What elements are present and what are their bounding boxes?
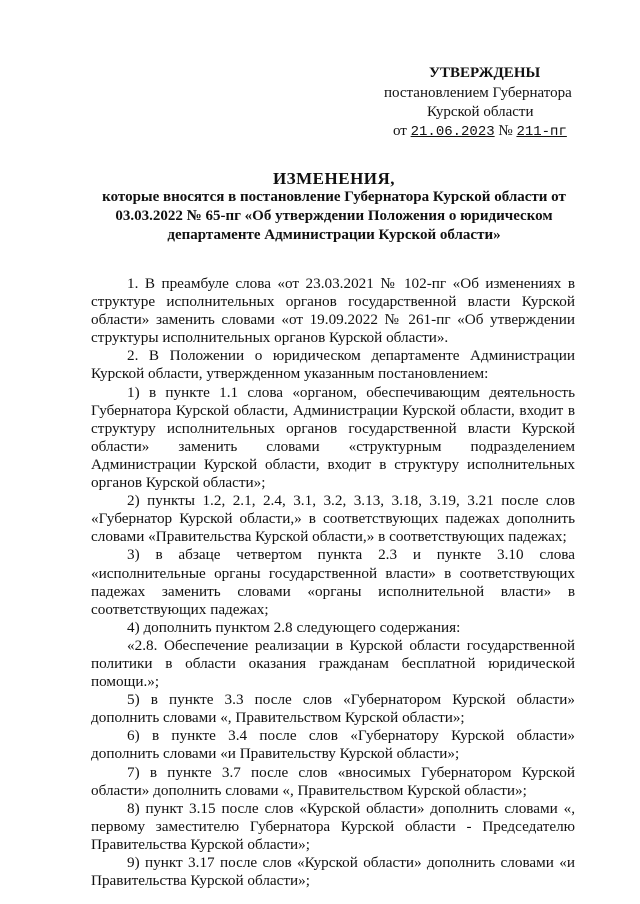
approval-title: УТВЕРЖДЕНЫ <box>429 65 541 81</box>
approval-number: 211-пг <box>516 124 567 140</box>
document-subtitle: которые вносятся в постановление Губернатора Курской области от 03.03.2022 № 65-пг «Об утверждении Положения о юридическом департаменте Администрации Курской области» <box>102 189 566 243</box>
approval-date: 21.06.2023 <box>410 124 495 140</box>
approval-date-line <box>393 122 567 142</box>
paragraph: «2.8. Обеспечение реализации в Курской области государственной политики в области оказания гражданам бесплатной юридической помощи.»; <box>91 636 575 691</box>
document-title: ИЗМЕНЕНИЯ, <box>272 169 396 188</box>
paragraph: 2) пункты 1.2, 2.1, 2.4, 3.1, 3.2, 3.13, 3.18, 3.19, 3.21 после слов «Губернатор Курской области,» в соответствующих падежах дополнить словами «Правительства Курской области,» в соответствующих падежах; <box>91 492 575 546</box>
paragraph: 5) в пункте 3.3 после слов «Губернатором Курской области» дополнить словами «, Правительством Курской области»; <box>91 691 575 727</box>
paragraph: 6) в пункте 3.4 после слов «Губернатору Курской области» дополнить словами «и Правительству Курской области»; <box>91 727 575 763</box>
paragraph: 4) дополнить пунктом 2.8 следующего содержания: <box>127 618 461 636</box>
approval-line-2: Курской области <box>427 104 534 120</box>
paragraph: 1) в пункте 1.1 слова «органом, обеспечивающим деятельность Губернатора Курской области, Администрации Курской области, входит в структуру исполнительных органов государственной власти Курской области» заменить словами «структурным подразделением Администрации Курской области, входит в структуру исполнительных органов Курской области»; <box>91 383 575 492</box>
paragraph: 2. В Положении о юридическом департаменте Администрации Курской области, утвержденном указанным постановлением: <box>91 347 575 383</box>
paragraph: 8) пункт 3.15 после слов «Курской области» дополнить словами «, первому заместителю Губернатора Курской области - Председателю Правительства Курской области»; <box>91 799 575 853</box>
approval-number-prefix: № <box>498 123 513 139</box>
document-body <box>91 275 575 890</box>
paragraph: 7) в пункте 3.7 после слов «вносимых Губернатором Курской области» дополнить словами «, Правительством Курской области»; <box>91 763 575 799</box>
paragraph: 1. В преамбуле слова «от 23.03.2021 № 102-пг «Об изменениях в структуре исполнительных органов государственной власти Курской области» заменить словами «от 19.09.2022 № 261-пг «Об утверждении структуры исполнительных органов Курской области». <box>91 275 575 347</box>
approval-date-prefix: от <box>393 123 407 139</box>
approval-line-1: постановлением Губернатора <box>384 85 572 101</box>
paragraph: 3) в абзаце четвертом пункта 2.3 и пункте 3.10 слова «исполнительные органы государственной власти» в соответствующих падежах заменить словами «органы исполнительной власти» в соответствующих падежах; <box>91 546 575 618</box>
paragraph: 9) пункт 3.17 после слов «Курской области» дополнить словами «и Правительства Курской области»; <box>91 854 575 890</box>
